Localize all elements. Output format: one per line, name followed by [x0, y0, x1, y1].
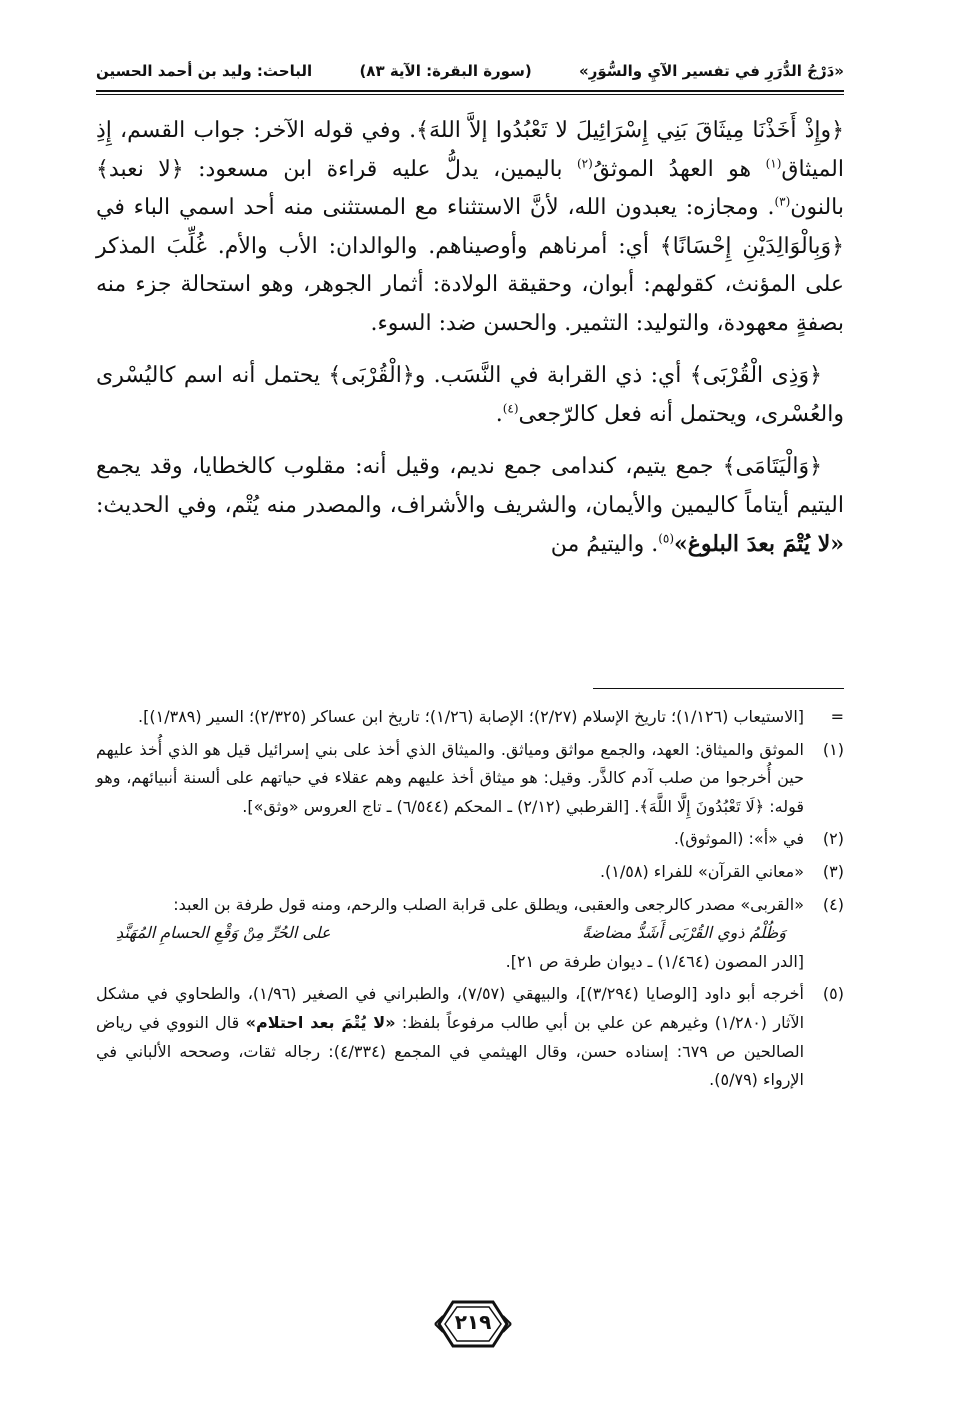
header-rule [96, 90, 844, 92]
footnote-separator [593, 688, 844, 689]
footnote-ref-3: (٣) [774, 194, 791, 209]
hadith-wording: «لا يُتْمَ بعد احتلام» [245, 1012, 396, 1032]
footnote-ref-4: (٤) [502, 401, 519, 416]
page-number-ornament [433, 1296, 513, 1352]
footnote-number: (٤) [822, 894, 844, 914]
page-number: ٢١٩ [454, 1310, 492, 1334]
footnote-number: = [830, 707, 844, 726]
footnote-number: (٢) [822, 829, 844, 849]
footnote-text: الموثق والميثاق: العهد، والجمع مواثق ومياثق. والميثاق الذي أخذ على بني إسرائيل قيل هو الذي أُخذ عليهم حين أُخرجوا من صلب آدم كالذَّر. وقيل: هو ميثاق أخذ عليهم وهم عقلاء في حياتهم على ألسنة أنبيائهم، وهو قوله: ﴿لَا تَعْبُدُونَ إِلَّا اللَّهَ﴾. [القرطبي (٢/١٢) ـ المحكم (٦/٥٤٤) ـ تاج العروس «وثق»]. [96, 739, 804, 816]
footnote-source: [الدر المصون (١/٤٦٤) ـ ديوان طرفة ص ٢١]. [505, 951, 804, 971]
footnote-number: (٥) [822, 984, 844, 1004]
paragraph-1: ﴿وإِذْ أَخَذْنَا مِيثَاقَ بَنِي إِسْرَائِيلَ لا تَعْبُدُوا إلاَّ اللهَ﴾. وفي قوله الآخر: جواب القسم، إِذِ الميثاق$^{(١)}$ هو العهدُ الموثقُ$^{(٢)}$ باليمين، يدلُّ عليه قراءة ابن مسعود: ﴿لا نعبد﴾ بالنون$^{(٣)}$. ومجازه: يعبدون الله، لأنَّ الاستثناء مع المستثنى منه أحد اسمي الباء في ﴿وَبِالْوَالِدَيْنِ إِحْسَانًا﴾ أي: أمرناهم وأوصيناهم. والوالدان: الأب والأم. غُلِّبَ المذكر على المؤنث، كقولهم: أبوان، وحقيقة الولادة: أثمار الجوهر، وهو استحالة جزء منه بصفةٍ معهودة، والتوليد: التثمير. والحسن ضد: السوء. [96, 118, 844, 336]
footnote-ref-1: (١) [765, 156, 782, 171]
footnotes [96, 703, 844, 1099]
footnote-number: (١) [822, 739, 844, 759]
verse-second-hemistich: على الحُرِّ مِنْ وَقْعِ الحسامِ المُهَنَّدِ [116, 923, 331, 943]
footnote-text: «معاني القرآن» للفراء (١/٥٨). [599, 861, 804, 881]
footnote-5 [96, 980, 844, 1094]
footnote-text: [الاستيعاب (١/١٢٦)؛ تاريخ الإسلام (٢/٢٧)؛ الإصابة (١/٢٦)؛ تاريخ ابن عساكر (٢/٣٢٥)؛ السير (١/٣٨٩)]. [138, 707, 804, 726]
hadith-quote: «لا يُتْمَ بعدَ البلوغ» [674, 531, 844, 557]
verse-first-hemistich: وَظُلْمُ ذوي القُرْبَى أَشَدُّ مضاضةً [582, 923, 786, 943]
footnote-3 [96, 858, 844, 887]
surah-reference: (سورة البقرة: الآية ٨٣) [359, 62, 532, 80]
paragraph-3: ﴿وَالْيَتَامَى﴾ جمع يتيم، كندامى جمع نديم، وقيل أنه: مقلوب كالخطايا، وقد يجمع اليتيم أيتاماً كاليمين والأيمان، والشريف والأشراف، والمصدر منه يُتْم، وفي الحديث: «لا يُتْمَ بعدَ البلوغ»$^{(٥)}$. واليتيمُ من [96, 454, 844, 557]
running-header [96, 56, 844, 86]
footnote-2 [96, 825, 844, 854]
footnote-1 [96, 736, 844, 822]
poetry-verse [96, 919, 804, 948]
paragraph-2: ﴿وَذِى الْقُرْبَى﴾ أي: ذي القرابة في النَّسَب. و﴿الْقُرْبَى﴾ يحتمل أنه اسم كاليُسْرى والعُسْرى، ويحتمل أنه فعل كالرّجعى$^{(٤)}$. [96, 363, 844, 427]
footnote-ref-5: (٥) [658, 531, 675, 546]
footnote-text: في «أ»: (الموثوق). [673, 829, 804, 849]
footnote-continued [96, 703, 844, 732]
footnote-4 [96, 891, 844, 977]
footnote-ref-2: (٢) [576, 156, 593, 171]
header-rule-thin [96, 94, 844, 95]
main-text [96, 112, 844, 565]
book-title: «دَرْجُ الدُّرَرِ في تفسير الآيِ والسُّوَرِ» [579, 62, 844, 80]
researcher-name: الباحث: وليد بن أحمد الحسين [96, 62, 313, 80]
footnote-text: «القربى» مصدر كالرجعى والعقبى، ويطلق على قرابة الصلب والرحم، ومنه قول طرفة بن العبد: [173, 894, 804, 914]
footnote-number: (٣) [822, 861, 844, 881]
footnote-text: أخرجه أبو داود [الوصايا (٣/٢٩٤)]، والبيهقي (٧/٥٧)، والطبراني في الصغير (١/٩٦)، والطحاوي في مشكل الآثار (١/٢٨٠) وغيرهم عن علي بن أبي طالب مرفوعاً بلفظ: «لا يُتْمَ بعد احتلام» قال النووي في رياض الصالحين ص ٦٧٩: إسناده حسن، وقال الهيثمي في المجمع (٤/٣٣٤): رجاله ثقات، وصححه الألباني في الإرواء (٥/٧٩). [96, 984, 805, 1090]
